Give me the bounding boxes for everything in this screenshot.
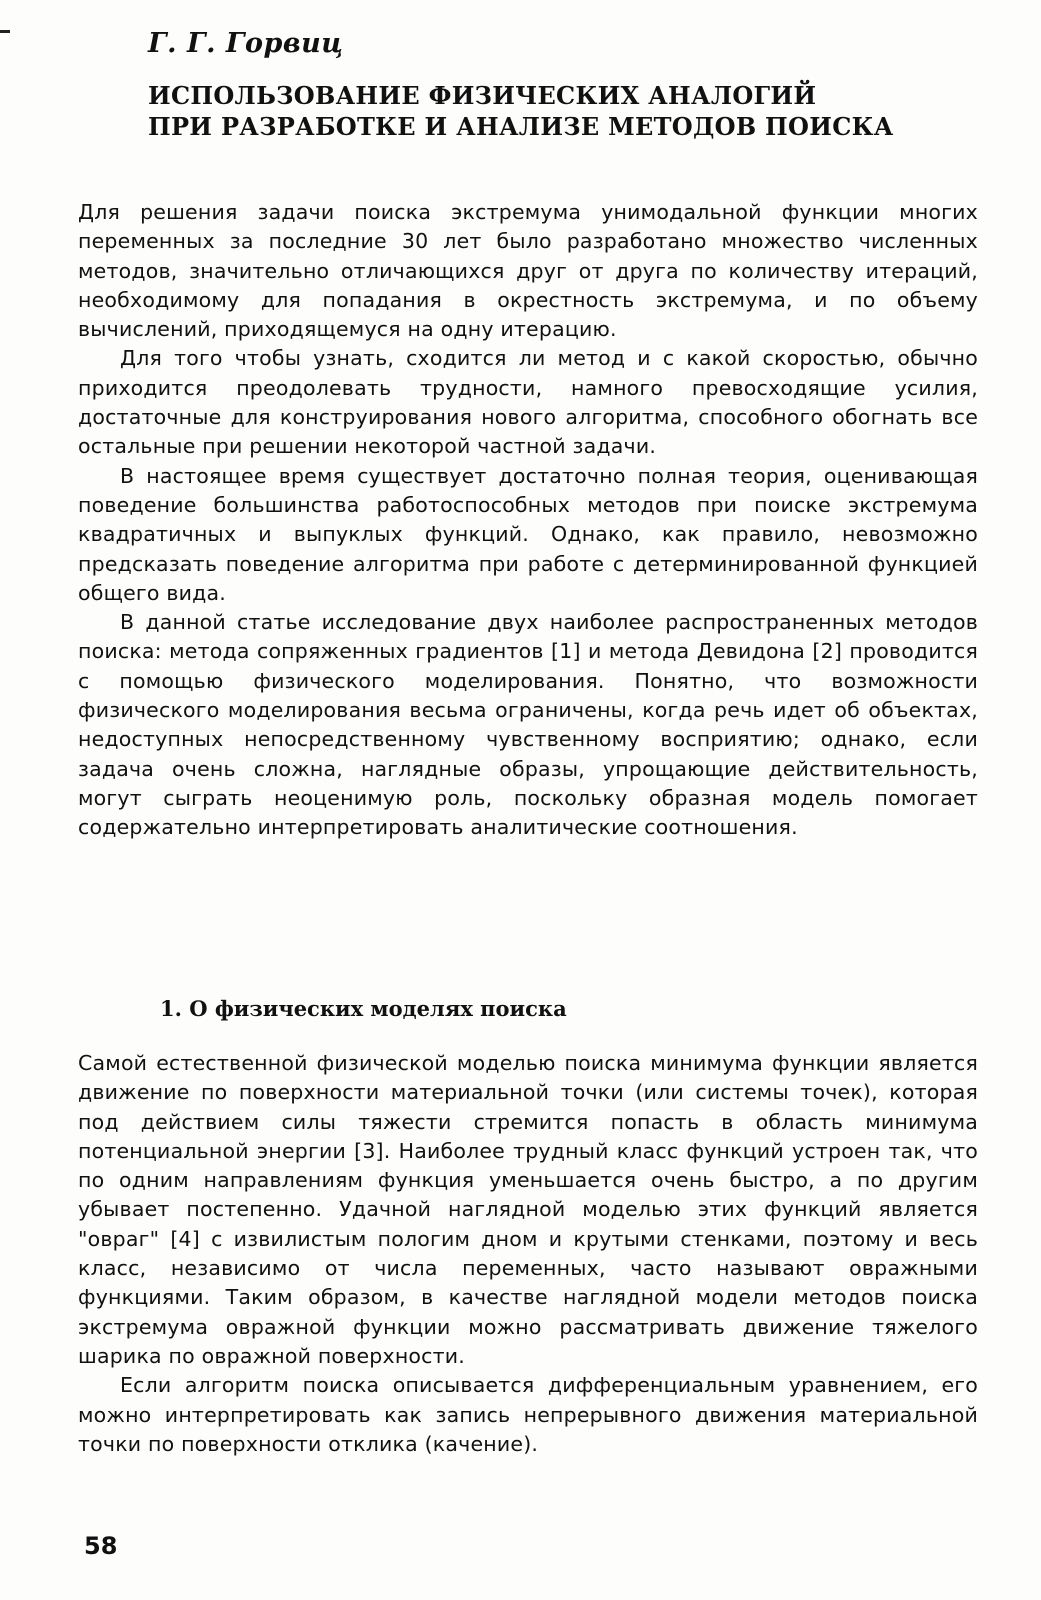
- title-line: ПРИ РАЗРАБОТКЕ И АНАЛИЗЕ МЕТОДОВ ПОИСКА: [148, 112, 894, 141]
- paragraph: Самой естественной физической моделью поиска минимума функции является движение по поверхности материальной точки (или системы точек), которая под действием силы тяжести стремится попасть в область минимума потенциальной энергии [3]. Наиболее трудный класс функций устроен так, что по одним направлениям функция уменьшается очень быстро, а по другим убывает постепенно. Удачной наглядной моделью этих функций является "овраг" [4] с извилистым пологим дном и крутыми стенками, поэтому и весь класс, независимо от числа переменных, часто называют овражными функциями. Таким образом, в качестве наглядной модели методов поиска экстремума овражной функции можно рассматривать движение тяжелого шарика по овражной поверхности.: [78, 1051, 978, 1368]
- paragraph: Для того чтобы узнать, сходится ли метод и с какой скоростью, обычно приходится преодолевать трудности, намного превосходящие усилия, достаточные для конструирования нового алгоритма, способного обогнать все остальные при решении некоторой частной задачи.: [78, 346, 978, 459]
- page-number: 58: [84, 1532, 118, 1560]
- paragraph: Для решения задачи поиска экстремума унимодальной функции многих переменных за последние 30 лет было разработано множество численных методов, значительно отличающихся друг от друга по количеству итераций, необходимому для попадания в окрестность экстремума, и по объему вычислений, приходящемуся на одну итерацию.: [78, 200, 978, 342]
- paragraph: В настоящее время существует достаточно полная теория, оценивающая поведение большинства работоспособных методов при поиске экстремума квадратичных и выпуклых функций. Однако, как правило, невозможно предсказать поведение алгоритма при работе с детерминированной функцией общего вида.: [78, 463, 978, 605]
- title-line: ИСПОЛЬЗОВАНИЕ ФИЗИЧЕСКИХ АНАЛОГИЙ: [148, 81, 817, 110]
- article-title: [148, 80, 968, 142]
- paragraph: Если алгоритм поиска описывается дифференциальным уравнением, его можно интерпретировать как запись непрерывного движения материальной точки по поверхности отклика (качение).: [78, 1373, 978, 1456]
- section-text: [78, 1049, 978, 1459]
- section-heading: 1. О физических моделях поиска: [160, 996, 567, 1021]
- intro-text: [78, 198, 978, 843]
- author-name: Г. Г. Горвиц: [148, 28, 344, 59]
- scan-edge-mark: [0, 30, 10, 33]
- paragraph: В данной статье исследование двух наиболее распространенных методов поиска: метода сопряженных градиентов [1] и метода Девидона [2] проводится с помощью физического моделирования. Понятно, что возможности физического моделирования весьма ограничены, когда речь идет об объектах, недоступных непосредственному чувственному восприятию; однако, если задача очень сложна, наглядные образы, упрощающие действительность, могут сыграть неоценимую роль, поскольку образная модель помогает содержательно интерпретировать аналитические соотношения.: [78, 610, 978, 840]
